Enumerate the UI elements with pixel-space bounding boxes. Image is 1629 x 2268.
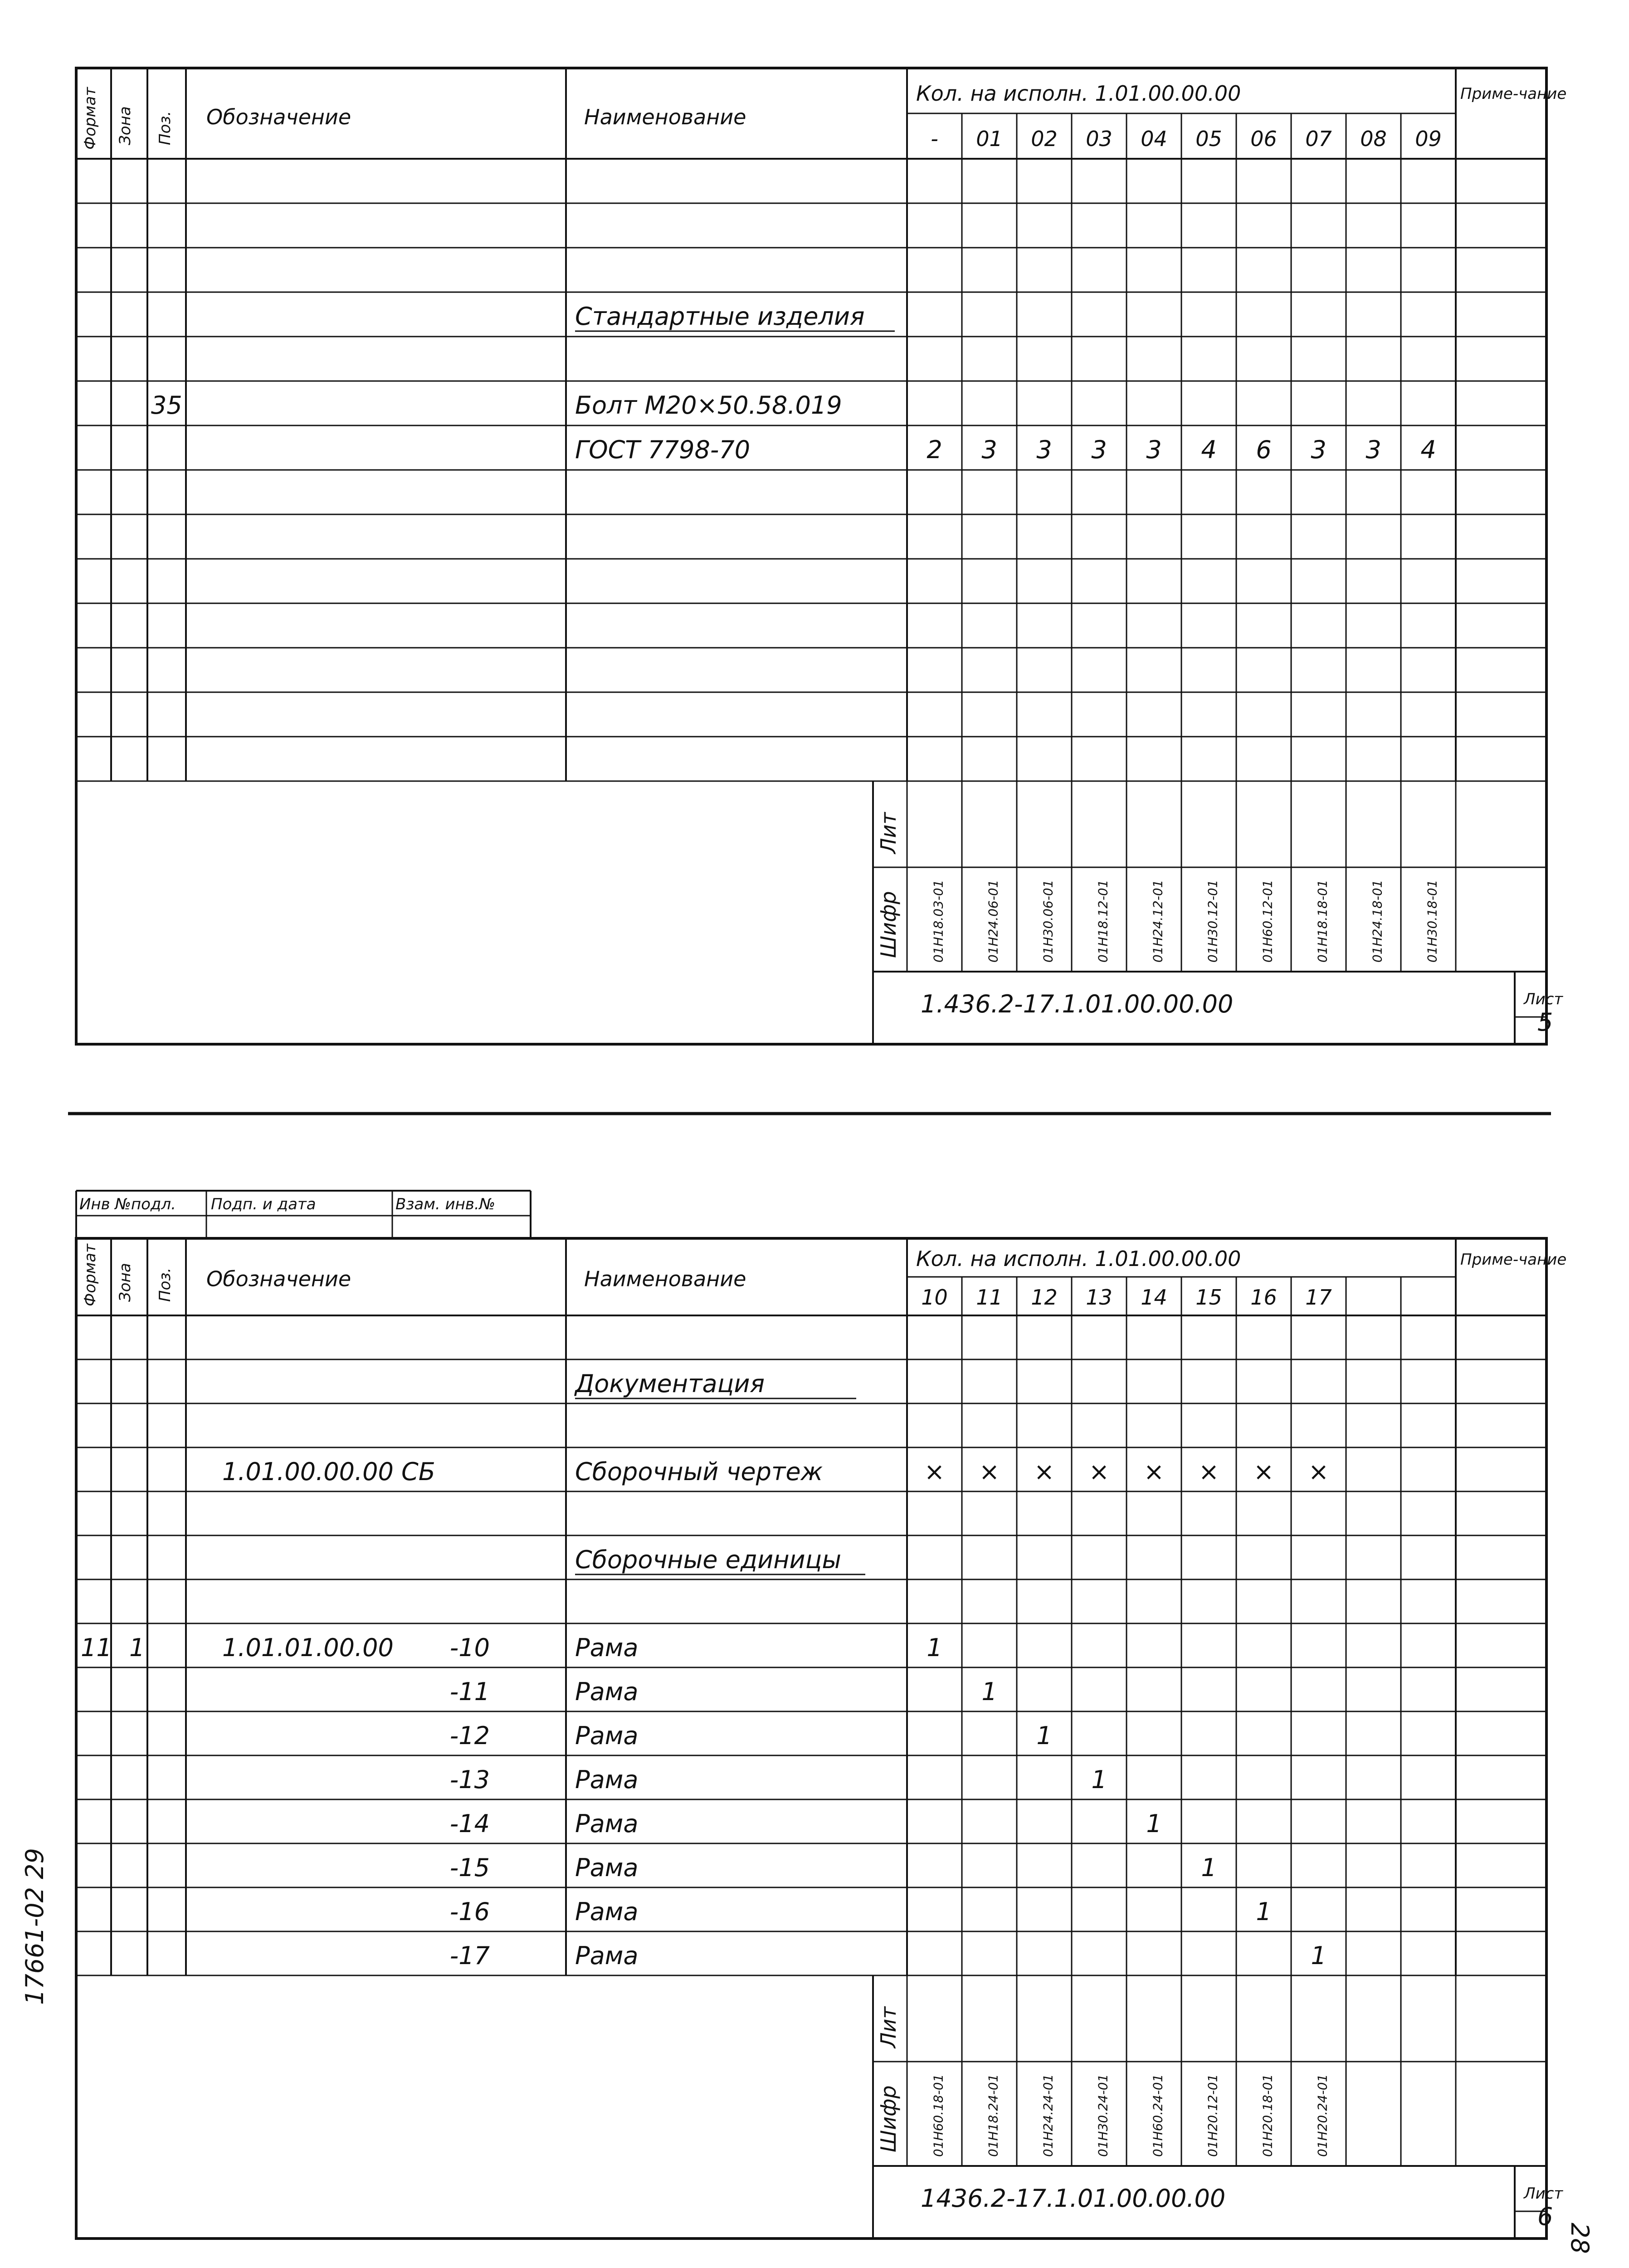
qty-value: 1: [981, 1677, 997, 1706]
variant-9: 09: [1415, 127, 1442, 151]
qty-value: 1: [1311, 1941, 1327, 1970]
doc-code: 1.436.2-17.1.01.00.00.00: [921, 990, 1234, 1018]
qty-value: 1: [1091, 1765, 1107, 1794]
list-number: 6: [1537, 2202, 1553, 2231]
row-pos: 35: [151, 391, 182, 420]
row-pos: 1: [129, 1633, 145, 1662]
qty-value: 1: [1036, 1721, 1052, 1750]
variant-4: 04: [1141, 127, 1167, 151]
variant-0: -: [931, 127, 938, 151]
header-note: Приме-чание: [1460, 1250, 1567, 1269]
qty-value: 3: [1311, 435, 1327, 464]
row-section-docs: Документация: [575, 1369, 765, 1398]
shifr-6: 01Н60.12-01: [1260, 880, 1275, 963]
shifr-2: 01Н24.24-01: [1040, 2074, 1056, 2157]
shifr-6: 01Н20.18-01: [1260, 2074, 1275, 2157]
shifr-1: 01Н18.24-01: [985, 2074, 1001, 2157]
row-designation: 1.01.01.00.00: [222, 1633, 394, 1662]
variant-8: 08: [1360, 127, 1387, 151]
stamp-sign-label: Подп. и дата: [211, 1195, 316, 1213]
shifr-label: Шифр: [876, 2085, 901, 2152]
stamp-inv-label: Инв №подл.: [79, 1195, 176, 1213]
shifr-2: 01Н30.06-01: [1040, 880, 1056, 963]
lit-label: Лит: [876, 812, 901, 854]
row-suffix: -15: [449, 1853, 490, 1882]
qty-value: 3: [1091, 435, 1107, 464]
shifr-3: 01Н18.12-01: [1095, 880, 1111, 963]
header-format: Формат: [81, 1244, 99, 1306]
header-zone: Зона: [116, 106, 134, 145]
header-qty-group: Кол. на исполн. 1.01.00.00.00: [916, 1246, 1241, 1271]
qty-value: ×: [924, 1457, 945, 1486]
qty-value: 6: [1256, 435, 1272, 464]
shifr-8: 01Н24.18-01: [1370, 880, 1385, 963]
row-section-assemblies: Сборочные единицы: [575, 1545, 842, 1574]
qty-value: 2: [927, 435, 942, 464]
header-name: Наименование: [584, 1266, 746, 1291]
shifr-3: 01Н30.24-01: [1095, 2074, 1111, 2157]
qty-value: ×: [1308, 1457, 1329, 1486]
row-suffix: -16: [449, 1897, 490, 1926]
qty-value: ×: [1088, 1457, 1110, 1486]
list-number: 5: [1537, 1008, 1553, 1036]
qty-value: ×: [1198, 1457, 1219, 1486]
qty-value: 1: [1256, 1897, 1272, 1926]
variant-3: 13: [1086, 1285, 1112, 1310]
variant-0: 10: [921, 1285, 948, 1310]
variant-6: 06: [1250, 127, 1277, 151]
row-format: 11: [81, 1633, 112, 1662]
qty-value: ×: [1034, 1457, 1055, 1486]
qty-value: 3: [1146, 435, 1162, 464]
qty-value: ×: [979, 1457, 1000, 1486]
shifr-1: 01Н24.06-01: [985, 880, 1001, 963]
header-qty-group: Кол. на исполн. 1.01.00.00.00: [916, 81, 1241, 106]
row-section-standard: Стандартные изделия: [575, 302, 865, 331]
list-label: Лист: [1524, 2185, 1563, 2203]
header-note: Приме-чание: [1460, 85, 1567, 103]
variant-1: 11: [976, 1285, 1003, 1310]
shifr-7: 01Н18.18-01: [1315, 880, 1330, 963]
qty-value: 3: [1036, 435, 1052, 464]
qty-value: 1: [927, 1633, 942, 1662]
shifr-9: 01Н30.18-01: [1424, 880, 1440, 963]
qty-value: ×: [1143, 1457, 1165, 1486]
shifr-4: 01Н60.24-01: [1150, 2074, 1166, 2157]
shifr-label: Шифр: [876, 891, 901, 958]
row-name: Рама: [575, 1809, 639, 1838]
variant-1: 01: [976, 127, 1003, 151]
variant-7: 17: [1305, 1285, 1332, 1310]
row-suffix: -11: [449, 1677, 490, 1706]
row-name: Рама: [575, 1941, 639, 1970]
row-name: Рама: [575, 1721, 639, 1750]
stamp-replace-label: Взам. инв.№: [395, 1195, 496, 1213]
variant-5: 15: [1195, 1285, 1222, 1310]
qty-value: 1: [1146, 1809, 1162, 1838]
header-format: Формат: [81, 87, 99, 150]
row-suffix: -17: [449, 1941, 490, 1970]
lit-label: Лит: [876, 2006, 901, 2048]
header-zone: Зона: [116, 1263, 134, 1302]
page-number: 28: [1566, 2223, 1594, 2254]
row-name: Сборочный чертеж: [575, 1457, 823, 1486]
variant-5: 05: [1195, 127, 1222, 151]
row-designation: 1.01.00.00.00 СБ: [222, 1457, 435, 1486]
row-suffix: -14: [449, 1809, 490, 1838]
qty-value: ×: [1253, 1457, 1274, 1486]
row-name: ГОСТ 7798-70: [575, 435, 751, 464]
row-suffix: -10: [449, 1633, 490, 1662]
header-designation: Обозначение: [206, 1266, 351, 1291]
header-designation: Обозначение: [206, 105, 351, 129]
row-suffix: -13: [449, 1765, 490, 1794]
margin-code: 17661-02 29: [20, 1848, 49, 2005]
shifr-5: 01Н30.12-01: [1205, 880, 1220, 963]
shifr-4: 01Н24.12-01: [1150, 880, 1166, 963]
header-name: Наименование: [584, 105, 746, 129]
doc-code: 1436.2-17.1.01.00.00.00: [921, 2184, 1226, 2213]
shifr-7: 01Н20.24-01: [1315, 2074, 1330, 2157]
variant-2: 02: [1031, 127, 1058, 151]
variant-4: 14: [1141, 1285, 1167, 1310]
shifr-0: 01Н60.18-01: [931, 2074, 946, 2157]
row-name: Болт М20×50.58.019: [575, 391, 842, 420]
row-name: Рама: [575, 1897, 639, 1926]
variant-7: 07: [1305, 127, 1332, 151]
qty-value: 4: [1420, 435, 1436, 464]
shifr-5: 01Н20.12-01: [1205, 2074, 1220, 2157]
row-name: Рама: [575, 1765, 639, 1794]
variant-2: 12: [1031, 1285, 1058, 1310]
row-name: Рама: [575, 1853, 639, 1882]
row-name: Рама: [575, 1633, 639, 1662]
qty-value: 3: [1366, 435, 1381, 464]
header-pos: Поз.: [156, 1267, 174, 1302]
variant-6: 16: [1250, 1285, 1277, 1310]
shifr-0: 01Н18.03-01: [931, 880, 946, 963]
row-suffix: -12: [449, 1721, 490, 1750]
qty-value: 4: [1201, 435, 1217, 464]
header-pos: Поз.: [156, 111, 174, 145]
list-label: Лист: [1524, 990, 1563, 1008]
variant-3: 03: [1086, 127, 1112, 151]
qty-value: 1: [1201, 1853, 1217, 1882]
row-name: Рама: [575, 1677, 639, 1706]
qty-value: 3: [981, 435, 997, 464]
